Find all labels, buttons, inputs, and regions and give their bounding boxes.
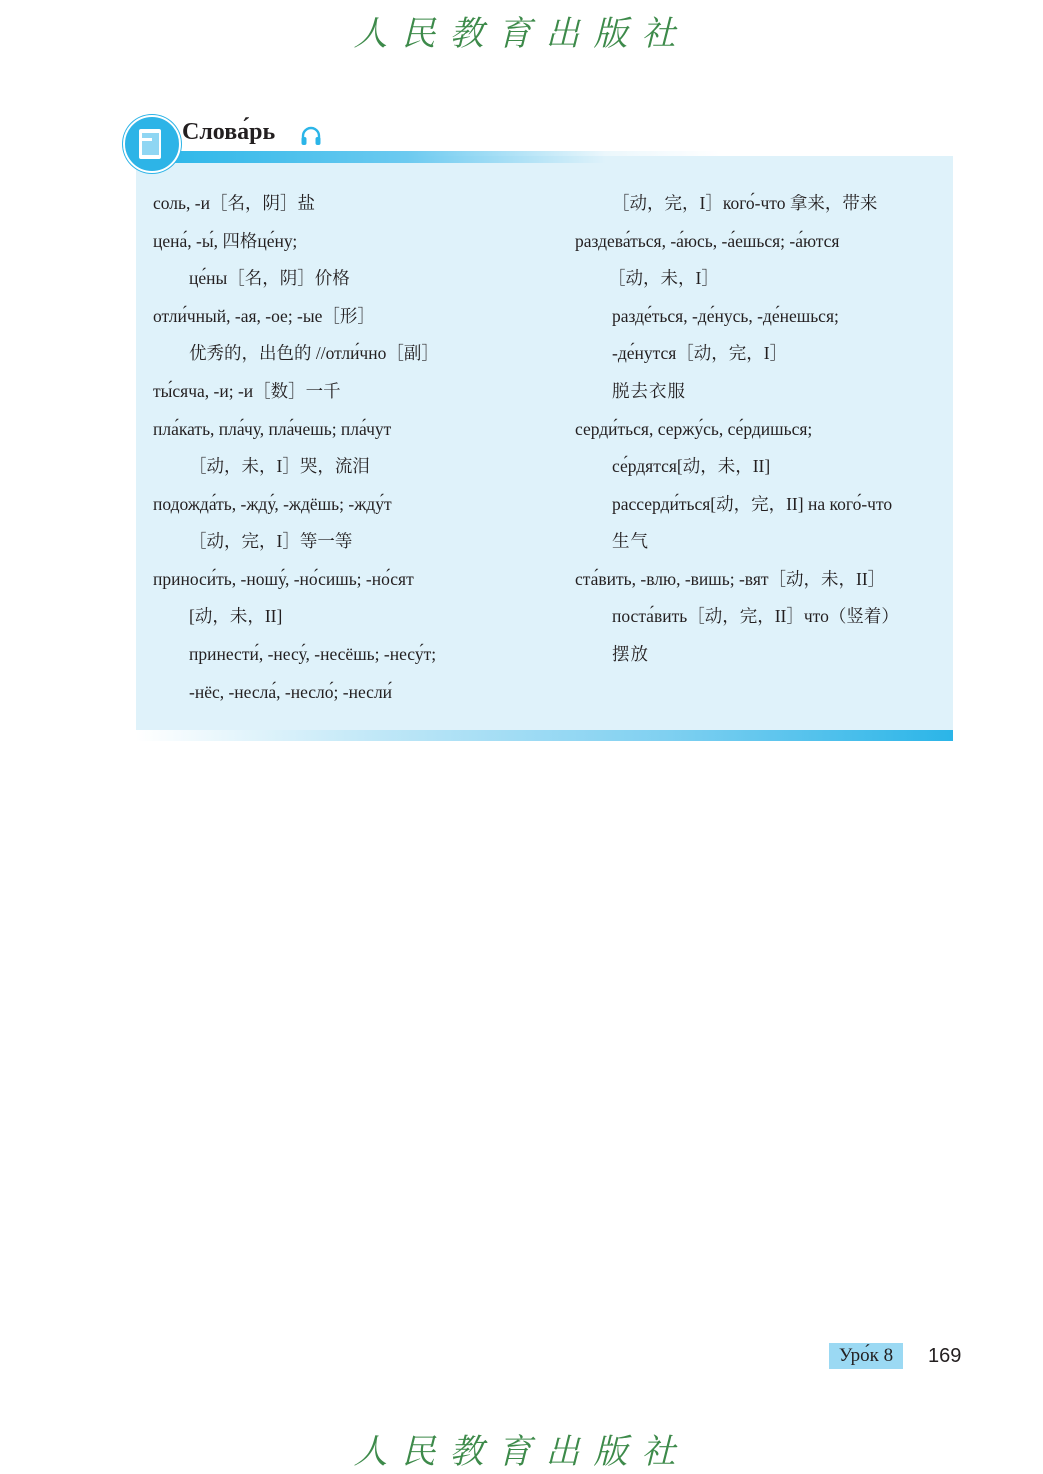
entry-line: рассерди́ться[动，完，II] на кого́-что	[612, 494, 893, 514]
entry-line: ста́вить, -влю, -вишь; -вят［动，未，II］	[575, 569, 886, 589]
entry-line: -де́нутся［动，完，I］	[612, 343, 788, 363]
entry-line: раздева́ться, -а́юсь, -а́ешься; -а́ются	[575, 231, 840, 251]
entry-line: це́ны［名，阴］价格	[189, 268, 350, 288]
publisher-watermark-bottom: 人民教育出版社	[353, 1432, 690, 1472]
book-icon	[123, 115, 181, 173]
entry-line: серди́ться, сержу́сь, се́рдишься;	[575, 419, 813, 439]
entry-line: ты́сяча, -и; -и［数］一千	[153, 381, 341, 401]
footer-gradient-bar	[136, 730, 953, 741]
lesson-badge: Уро́к 8	[829, 1343, 903, 1369]
entry-line: подожда́ть, -жду́, -ждёшь; -жду́т	[153, 494, 392, 514]
entry-line: пла́кать, пла́чу, пла́чешь; пла́чут	[153, 419, 392, 439]
entry-line: разде́ться, -де́нусь, -де́нешься;	[612, 306, 839, 326]
entry-line: 摆放	[612, 644, 649, 664]
publisher-watermark-top: 人民教育出版社	[353, 14, 690, 54]
entry-line: поста́вить［动，完，II］что（竖着）	[612, 606, 899, 626]
entry-line: 生气	[612, 531, 649, 551]
section-title: Слова́рь	[182, 119, 276, 145]
entry-line: -нёс, -несла́, -несло́; -несли́	[189, 682, 393, 702]
entry-line: ［动，未，I］	[608, 268, 719, 288]
page-number: 169	[928, 1345, 962, 1367]
header-gradient-bar	[150, 151, 720, 163]
entry-line: се́рдятся[动，未，II]	[612, 456, 771, 476]
entry-line: принести́, -несу́, -несёшь; -несу́т;	[189, 644, 437, 664]
headphones-icon[interactable]	[299, 124, 323, 148]
entry-line: ［动，未，I］哭，流泪	[189, 456, 370, 476]
entry-line: отли́чный, -ая, -ое; -ые［形］	[153, 306, 375, 326]
entry-line: ［动，完，I］等一等	[189, 531, 353, 551]
entry-line: 脱去衣服	[612, 381, 686, 401]
entry-line: соль, -и［名，阴］盐	[153, 193, 315, 213]
entry-line: ［动，完，I］кого́-что 拿来，带来	[612, 193, 878, 213]
entry-line: приноси́ть, -ношу́, -но́сишь; -но́сят	[153, 569, 414, 589]
entry-line: 优秀的，出色的 //отли́чно［副］	[189, 343, 439, 363]
entry-line: [动，未，II]	[189, 606, 283, 626]
entry-line: цена́, -ы́, 四格це́ну;	[153, 231, 298, 251]
